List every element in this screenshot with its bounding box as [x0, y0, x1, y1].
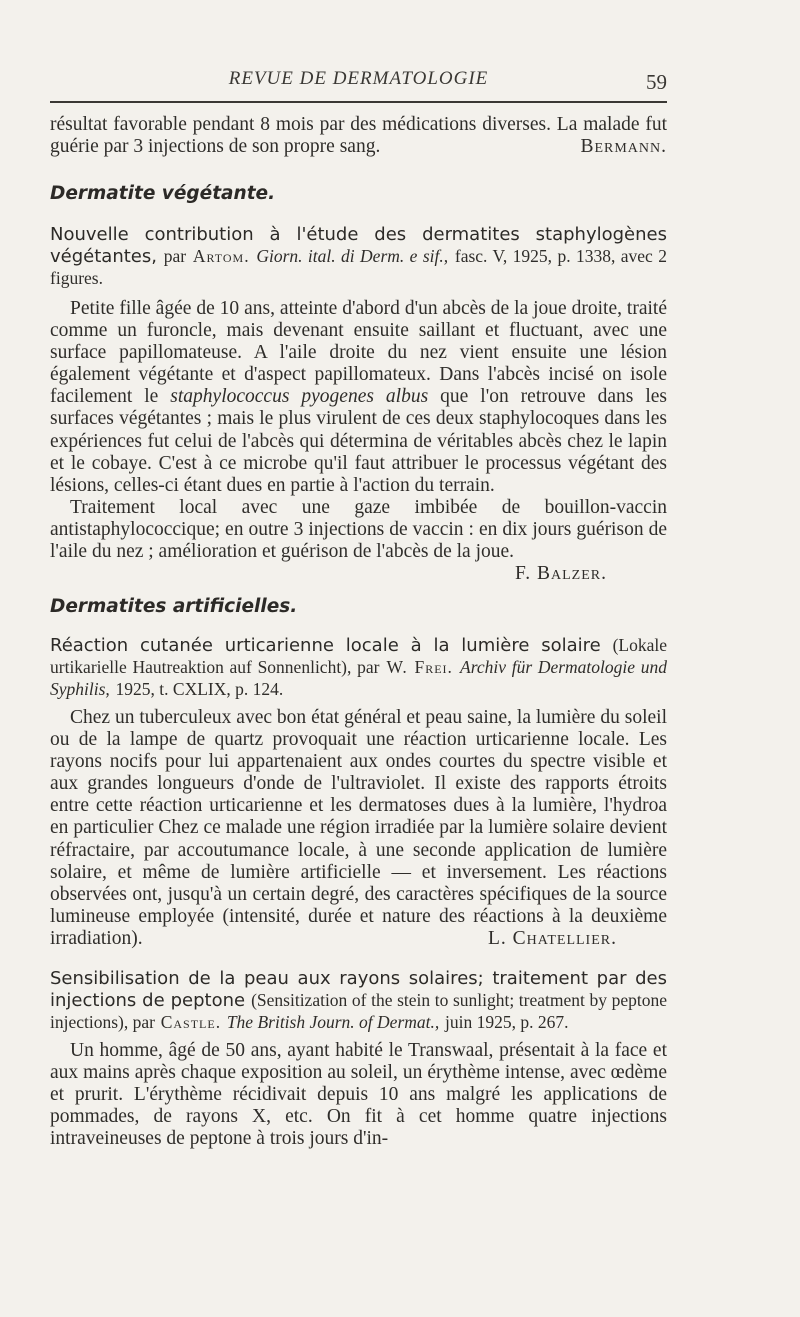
article-signature: L. Chatellier.: [488, 927, 617, 949]
article-title: Sensibilisation de la peau aux rayons solaires; traitement par des injections de peptone: [50, 968, 667, 1012]
article-title: Réaction cutanée urticarienne locale à la lumière solaire: [50, 635, 601, 656]
article-reference: fasc. V, 1925, p. 1338, avec 2 figures.: [50, 246, 667, 288]
article-reference: juin 1925, p. 267.: [445, 1012, 569, 1033]
article-title: Nouvelle contribution à l'étude des dermatites staphylogènes végétantes,: [50, 224, 667, 267]
article-paragraph: Un homme, âgé de 50 ans, ayant habité le Transwaal, présentait à la face et aux mains après chaque exposition au soleil, un érythème intense, avec œdème et prurit. L'érythème récidivait depuis 10 ans malgré les applications de pommades, de rayons X, etc. On fit à cet homme quatre injections intraveineuses de peptone à trois jours d'in-: [50, 1040, 667, 1150]
species-name: staphylococcus pyogenes albus: [170, 386, 429, 408]
article-journal: The British Journ. of Dermat.,: [226, 1012, 440, 1033]
intro-block: [50, 114, 667, 158]
article-paragraph: Traitement local avec une gaze imbibée de bouillon-vaccin antistaphylococcique; en outre 3 injections de vaccin : en dix jours guérison de l'aile du nez ; amélioration et guérison de l'abcès de la joue.: [50, 496, 667, 563]
article-signature: F. Balzer.: [514, 563, 607, 585]
article-heading: [50, 224, 667, 290]
section-dermatite-vegetante: [50, 183, 667, 585]
intro-signature: Bermann.: [580, 136, 667, 158]
article-ref-prefix: par: [163, 246, 187, 266]
running-title: REVUE DE DERMATOLOGIE: [228, 68, 489, 89]
article-author: Artom.: [192, 246, 250, 266]
article-reference: (Sensitization of the stein to sunlight; treatment by peptone injections), par: [50, 990, 667, 1033]
intro-paragraph: [50, 114, 667, 158]
intro-text: résultat favorable pendant 8 mois par des médications diverses. La malade fut guérie par 3 injections de son propre sang.: [50, 114, 667, 158]
article-author: W. Frei.: [386, 657, 453, 677]
article-reference: 1925, t. CXLIX, p. 124.: [115, 679, 284, 699]
paragraph-text: Chez un tuberculeux avec bon état général et peau saine, la lumière du soleil ou de la lampe de quartz provoquait une réaction urticarienne locale. Les rayons nocifs pour lui appartenaient aux ondes courtes du spectre visible et aux grandes longueurs d'onde de l'ultraviolet. Il existe des rapports étroits entre cette réaction urticarienne et les dermatoses dues à la lumière, l'hydroa en particulier Chez ce malade une région irradiée par la lumière solaire devient réfractaire, par accoutumance locale, à une seconde application de lumière solaire, et même de lumière artificielle — et inversement. Les réactions observées ont, jusqu'à un certain degré, des caractères spécifiques de la source lumineuse employée (intensité, durée et nature des réactions à la deuxième irradiation).: [50, 707, 667, 949]
article-heading: [50, 968, 667, 1034]
article-author: Castle.: [160, 1012, 222, 1033]
article-journal: Giorn. ital. di Derm. e sif.,: [256, 246, 449, 266]
article-paragraph: [50, 298, 667, 497]
paragraph-text: que l'on retrouve dans les surfaces végétantes ; mais le plus virulent de ces deux staphylocoques dans les expériences fut celui de l'abcès qui détermina de véritables abcès chez le lapin et le cobaye. C'est à ce microbe qu'il faut attribuer le processus végétant des lésions, celles-ci étant dues en partie à l'action du terrain.: [50, 386, 667, 496]
header-rule: [50, 101, 667, 103]
running-head: [50, 68, 667, 96]
section-title: Dermatite végétante.: [50, 183, 276, 204]
section-title: Dermatites artificielles.: [50, 596, 298, 617]
article-reference: (Lokale urtikarielle Hautreaktion auf Sonnenlicht), par: [50, 635, 667, 677]
article-heading: [50, 635, 667, 701]
article-paragraph: [50, 707, 667, 950]
paragraph-text: Petite fille âgée de 10 ans, atteinte d'abord d'un abcès de la joue droite, traité comme un furoncle, mais devenant ensuite saillant et fluctuant, avec une surface papillomateuse. A l'aile droite du nez vient ensuite une lésion également végétante et d'aspect papillomateux. Dans l'abcès incisé on isole facilement le: [50, 298, 667, 408]
article-journal: Archiv für Dermatologie und Syphilis,: [50, 657, 667, 699]
section-dermatites-artificielles: [50, 596, 667, 1151]
page-number: 59: [646, 70, 667, 94]
